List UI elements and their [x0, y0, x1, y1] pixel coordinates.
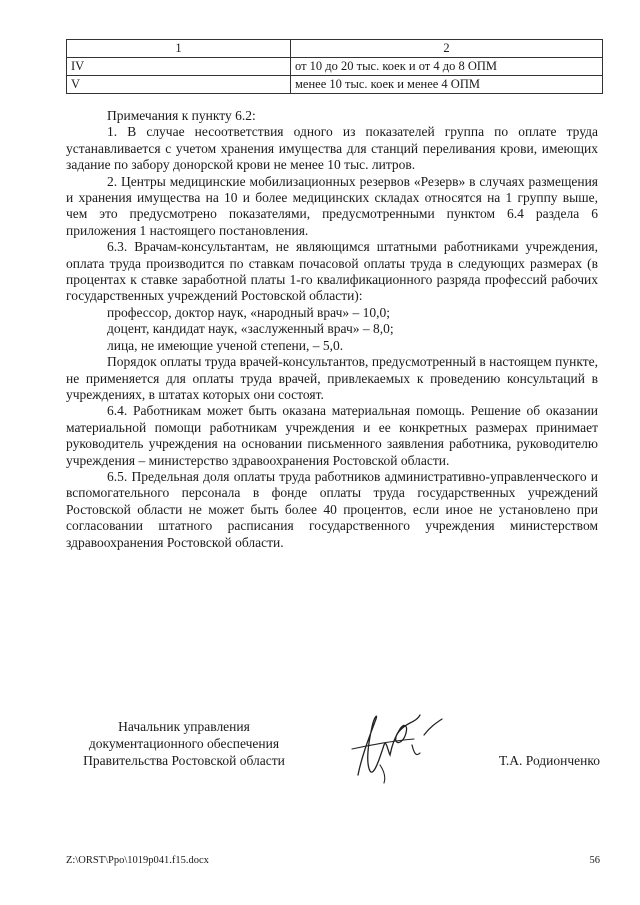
paragraph: 6.3. Врачам-консультантам, не являющимся штатными работниками учреждения, оплата труда производится по ставкам почасовой оплаты труда в следующих размерах (в процентах к ставке заработной платы 1-го квалификационного разряда профессий рабочих государственных учреждений Ростовской области):: [66, 239, 598, 304]
paragraph: 6.5. Предельная доля оплаты труда работников административно-управленческого и вспомогательного персонала в фонде оплаты труда государственных учреждений Ростовской области не может быть более 40 процентов, если иное не установлено при согласовании штатного расписания государственного учреждения министерством здравоохранения Ростовской области.: [66, 468, 598, 550]
page-number: 56: [589, 855, 600, 866]
signatory-title-line: документационного обеспечения: [88, 736, 280, 751]
paragraph: 6.4. Работникам может быть оказана материальная помощь. Решение об оказании материальной помощи работникам учреждения и ее конкретных размерах принимает руководитель учреждения на основании письменного заявления работника, руководителю учреждения – министерство здравоохранения Ростовской области.: [66, 403, 598, 468]
table-cell-criteria: менее 10 тыс. коек и менее 4 ОПМ: [291, 76, 603, 94]
table-header-cell: 2: [291, 40, 603, 58]
footer-file-path: Z:\ORST\Ppo\1019p041.f15.docx: [66, 855, 209, 866]
table-header-cell: 1: [67, 40, 291, 58]
handwritten-signature: [340, 705, 450, 785]
table-cell-criteria: от 10 до 20 тыс. коек и от 4 до 8 ОПМ: [291, 58, 603, 76]
table-cell-group: V: [67, 76, 291, 94]
paragraph: Порядок оплаты труда врачей-консультантов, предусмотренный в настоящем пункте, не применяется для оплаты труда врачей, привлекаемых к проведению консультаций в учреждениях, в штатах которых они состоят.: [66, 354, 598, 402]
group-table: [66, 39, 603, 94]
rate-item: доцент, кандидат наук, «заслуженный врач» – 8,0;: [107, 321, 394, 337]
table-row: [67, 58, 603, 76]
signatory-title-line: Начальник управления: [118, 719, 250, 734]
paragraph: 2. Центры медицинские мобилизационных резервов «Резерв» в случаях размещения и хранения имущества на 10 и более медицинских складах относятся на 1 группу выше, чем это предусмотрено показателями, предусмотренными пунктом 6.4 раздела 6 приложения 1 настоящего постановления.: [66, 173, 598, 238]
paragraph: 1. В случае несоответствия одного из показателей группа по оплате труда устанавливается с учетом хранения имущества для станций переливания крови, имеющих задание по забору донорской крови не менее 10 тыс. литров.: [66, 124, 598, 173]
rate-item: лица, не имеющие ученой степени, – 5,0.: [107, 337, 344, 353]
signatory-title-line: Правительства Ростовской области: [83, 753, 285, 768]
table-header-row: [67, 40, 603, 58]
signatory-name: Т.А. Родионченко: [499, 753, 600, 768]
rate-item: профессор, доктор наук, «народный врач» – 10,0;: [107, 304, 391, 320]
notes-title: Примечания к пункту 6.2:: [107, 108, 256, 123]
table-row: [67, 76, 603, 94]
signatory-title: [66, 718, 302, 769]
document-body: [66, 108, 598, 551]
table-cell-group: IV: [67, 58, 291, 76]
